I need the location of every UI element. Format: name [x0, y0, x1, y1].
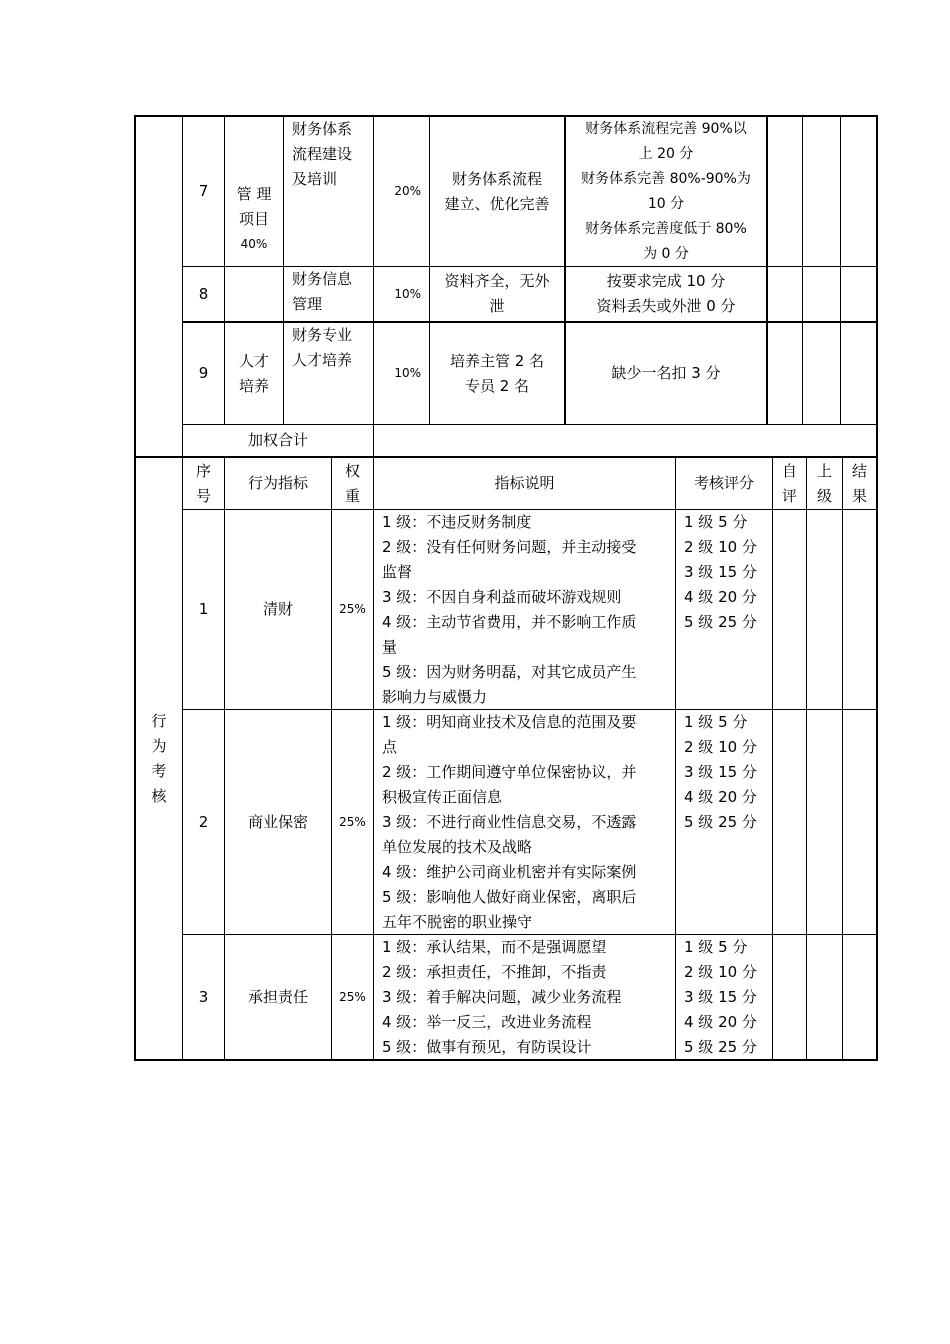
scoring-line: 财务体系完善 80%-90%为	[581, 170, 751, 187]
description-line: 2 级：承担责任，不推卸，不指责	[382, 963, 607, 981]
behavior-indicator: 清财	[262, 600, 293, 618]
indicator-line: 人才培养	[292, 351, 353, 369]
scoring-line: 5 级 25 分	[684, 813, 757, 831]
description-line: 点	[382, 738, 398, 756]
behavior-indicator: 承担责任	[247, 987, 308, 1006]
description-line: 五年不脱密的职业操守	[382, 913, 533, 931]
description-cell	[382, 935, 675, 1059]
description-line: 1 级：承认结果，而不是强调愿望	[382, 938, 607, 956]
weight-cell: 25%	[339, 814, 366, 829]
weight-cell: 20%	[394, 184, 421, 198]
row-number: 8	[198, 284, 209, 303]
standard-line: 专员 2 名	[464, 376, 530, 395]
scoring-line: 2 级 10 分	[684, 963, 757, 981]
scoring-cell	[566, 117, 766, 266]
category-line: 项目	[238, 210, 269, 228]
scoring-line: 财务体系完善度低于 80%	[585, 220, 747, 237]
description-cell	[382, 710, 675, 934]
scoring-line: 2 级 10 分	[684, 738, 757, 756]
header-scoring: 考核评分	[693, 474, 754, 492]
indicator-line: 管理	[292, 295, 323, 313]
weight-cell: 10%	[394, 286, 421, 301]
header-superior: 上级	[816, 461, 832, 505]
indicator-line: 财务信息	[292, 270, 353, 288]
row-number: 3	[198, 987, 209, 1006]
behavior-indicator: 商业保密	[247, 812, 308, 831]
description-line: 积极宣传正面信息	[382, 788, 503, 806]
behavior-section-text: 行为考核	[151, 711, 167, 805]
indicator-line: 财务专业	[292, 326, 353, 344]
scoring-line: 3 级 15 分	[684, 563, 757, 581]
category-weight: 40%	[240, 237, 268, 251]
indicator-line: 财务体系	[292, 120, 353, 138]
scoring-line: 资料丢失或外泄 0 分	[596, 297, 736, 315]
description-line: 5 级：因为财务明磊，对其它成员产生	[382, 663, 637, 681]
standard-cell	[430, 323, 564, 424]
standard-line: 建立、优化完善	[444, 194, 550, 213]
row-number: 1	[198, 600, 209, 618]
description-line: 3 级：不因自身利益而破坏游戏规则	[382, 588, 622, 606]
category-management	[225, 117, 283, 322]
scoring-line: 4 级 20 分	[684, 588, 757, 606]
weight-cell: 25%	[339, 602, 366, 616]
row-number: 9	[198, 364, 209, 382]
scoring-line: 上 20 分	[638, 145, 694, 162]
description-line: 监督	[382, 563, 413, 581]
description-line: 2 级：没有任何财务问题，并主动接受	[382, 538, 637, 556]
scoring-line: 3 级 15 分	[684, 988, 757, 1006]
description-line: 单位发展的技术及战略	[382, 838, 533, 856]
scoring-line: 1 级 5 分	[684, 713, 748, 731]
row-number: 7	[198, 182, 209, 200]
indicator-cell	[292, 267, 373, 321]
scoring-line: 1 级 5 分	[684, 513, 748, 531]
header-indicator: 行为指标	[247, 474, 308, 492]
description-line: 4 级：举一反三，改进业务流程	[382, 1013, 592, 1031]
scoring-line: 为 0 分	[643, 245, 689, 262]
category-line: 人才	[238, 351, 269, 370]
standard-line: 资料齐全，无外	[444, 272, 550, 290]
indicator-cell	[292, 323, 373, 424]
scoring-line: 按要求完成 10 分	[606, 272, 726, 290]
standard-line: 培养主管 2 名	[449, 351, 545, 370]
weighted-total-label: 加权合计	[247, 431, 308, 449]
header-weight: 权重	[344, 461, 360, 505]
scoring-line: 5 级 25 分	[684, 613, 757, 631]
scoring-line: 2 级 10 分	[684, 538, 757, 556]
indicator-line: 及培训	[292, 170, 338, 188]
description-line: 1 级：明知商业技术及信息的范围及要	[382, 713, 637, 731]
description-line: 4 级：维护公司商业机密并有实际案例	[382, 863, 637, 881]
indicator-line: 流程建设	[292, 145, 353, 163]
description-line: 2 级：工作期间遵守单位保密协议，并	[382, 763, 637, 781]
standard-line: 泄	[489, 297, 505, 315]
description-line: 5 级：影响他人做好商业保密，离职后	[382, 888, 637, 906]
scoring-line: 10 分	[647, 195, 685, 212]
scoring-line: 1 级 5 分	[684, 938, 748, 956]
weight-cell: 10%	[394, 366, 421, 380]
header-no: 序号	[195, 461, 211, 505]
scoring-line: 5 级 25 分	[684, 1038, 757, 1056]
scoring-line: 3 级 15 分	[684, 763, 757, 781]
category-line: 培养	[238, 376, 269, 395]
category-talent	[225, 323, 283, 424]
header-result: 结果	[851, 461, 867, 505]
header-description: 指标说明	[494, 474, 555, 492]
description-line: 影响力与威慑力	[382, 688, 488, 706]
scoring-line: 财务体系流程完善 90%以	[585, 120, 747, 137]
behavior-scoring-cell	[684, 935, 772, 1059]
behavior-section-label	[136, 458, 182, 1059]
scoring-line: 4 级 20 分	[684, 788, 757, 806]
description-line: 3 级：着手解决问题，减少业务流程	[382, 988, 622, 1006]
scoring-cell: 缺少一名扣 3 分	[611, 364, 721, 382]
category-line: 管 理	[236, 185, 272, 203]
header-self: 自评	[781, 461, 797, 505]
standard-cell	[430, 267, 564, 321]
description-line: 3 级：不进行商业性信息交易，不透露	[382, 813, 637, 831]
description-line: 量	[382, 638, 398, 656]
description-line: 4 级：主动节省费用，并不影响工作质	[382, 613, 637, 631]
indicator-cell	[292, 117, 373, 266]
description-cell	[382, 510, 675, 709]
behavior-scoring-cell	[684, 510, 772, 709]
row-number: 2	[198, 812, 209, 831]
weight-cell: 25%	[339, 989, 366, 1004]
standard-cell	[430, 117, 564, 266]
standard-line: 财务体系流程	[451, 169, 542, 188]
description-line: 1 级：不违反财务制度	[382, 513, 532, 531]
behavior-scoring-cell	[684, 710, 772, 934]
scoring-line: 4 级 20 分	[684, 1013, 757, 1031]
description-line: 5 级：做事有预见，有防误设计	[382, 1038, 592, 1056]
scoring-cell	[566, 267, 766, 321]
